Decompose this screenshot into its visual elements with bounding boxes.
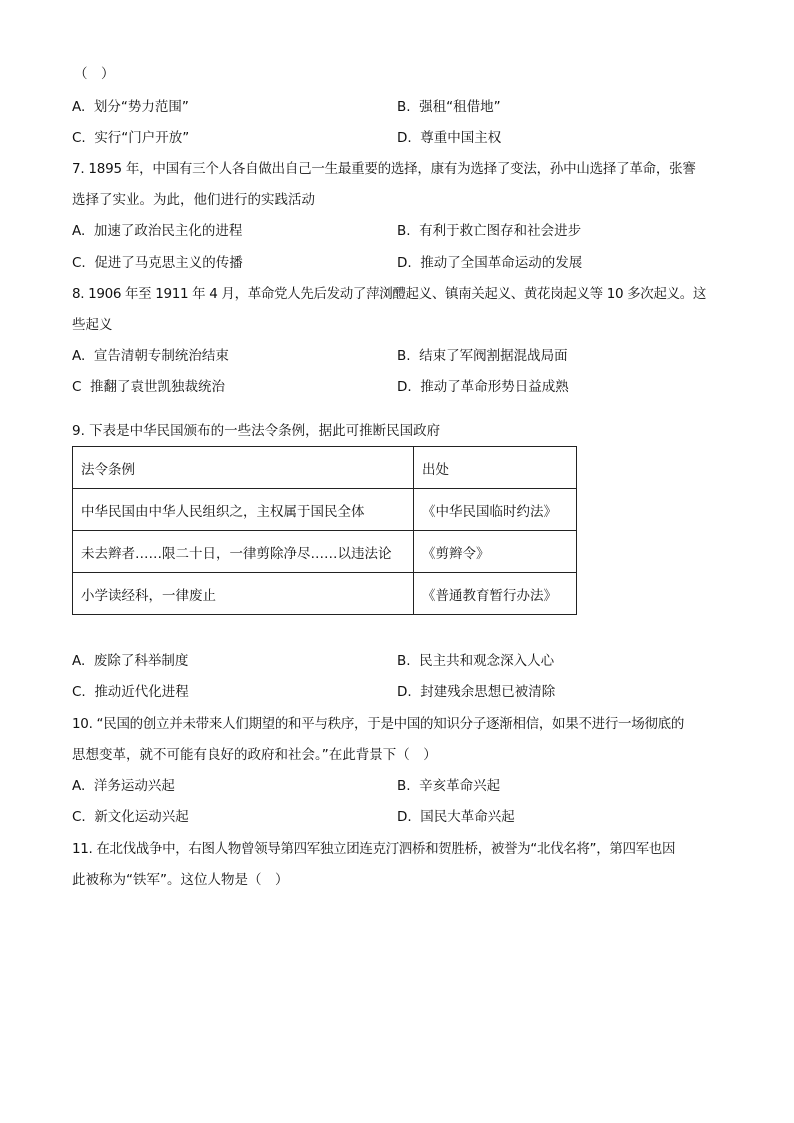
- question-10-stem-cont: 思想变革，就不可能有良好的政府和社会。”在此背景下（ ）: [72, 747, 437, 763]
- option-d: D. 推动了革命形势日益成熟: [397, 379, 569, 395]
- option-a: A. 洋务运动兴起: [72, 778, 175, 794]
- table-cell: 《普通教育暂行办法》: [414, 573, 577, 615]
- question-11-stem: 11. 在北伐战争中，右图人物曾领导第四军独立团连克汀泗桥和贺胜桥，被誉为“北伐名将”，第四军也因: [72, 841, 676, 857]
- option-c: C. 推动近代化进程: [72, 684, 189, 700]
- option-d: D. 封建残余思想已被清除: [397, 684, 556, 700]
- table-header: 法令条例: [73, 447, 414, 489]
- table-row: [73, 489, 577, 531]
- option-c: C. 新文化运动兴起: [72, 809, 189, 825]
- option-b: B. 辛亥革命兴起: [397, 778, 501, 794]
- option-c: C. 实行“门户开放”: [72, 130, 190, 146]
- table-cell: 《中华民国临时约法》: [414, 489, 577, 531]
- question-11-stem-cont: 此被称为“铁军”。这位人物是（ ）: [72, 872, 289, 888]
- table-cell: 未去辫者……限二十日，一律剪除净尽……以违法论: [73, 531, 414, 573]
- option-a: A. 加速了政治民主化的进程: [72, 223, 243, 239]
- option-d: D. 推动了全国革命运动的发展: [397, 255, 583, 271]
- option-b: B. 强租“租借地”: [397, 99, 501, 115]
- question-8-stem: 8. 1906 年至 1911 年 4 月，革命党人先后发动了萍浏醴起义、镇南关起义、黄花岗起义等 10 多次起义。这: [72, 286, 707, 302]
- question-7-stem: 7. 1895 年，中国有三个人各自做出自己一生最重要的选择，康有为选择了变法，孙中山选择了革命，张謇: [72, 161, 696, 177]
- option-d: D. 国民大革命兴起: [397, 809, 515, 825]
- law-table: [72, 446, 577, 615]
- table-row: [73, 573, 577, 615]
- option-d: D. 尊重中国主权: [397, 130, 502, 146]
- option-a: A. 废除了科举制度: [72, 653, 189, 669]
- option-c: C. 促进了马克思主义的传播: [72, 255, 243, 271]
- option-a: A. 划分“势力范围”: [72, 99, 189, 115]
- table-cell: 小学读经科，一律废止: [73, 573, 414, 615]
- table-cell: 《剪辫令》: [414, 531, 577, 573]
- table-row: [73, 531, 577, 573]
- option-a: A. 宣告清朝专制统治结束: [72, 348, 229, 364]
- answer-bracket: （ ）: [74, 66, 115, 82]
- table-header: 出处: [414, 447, 577, 489]
- option-b: B. 结束了军阀割据混战局面: [397, 348, 568, 364]
- option-c: C 推翻了袁世凯独裁统治: [72, 379, 226, 395]
- table-cell: 中华民国由中华人民组织之，主权属于国民全体: [73, 489, 414, 531]
- question-8-stem-cont: 些起义: [72, 317, 113, 333]
- question-10-stem: 10. “民国的创立并未带来人们期望的和平与秩序，于是中国的知识分子逐渐相信，如果不进行一场彻底的: [72, 716, 685, 732]
- option-b: B. 民主共和观念深入人心: [397, 653, 555, 669]
- option-b: B. 有利于救亡图存和社会进步: [397, 223, 582, 239]
- table-header-row: [73, 447, 577, 489]
- question-7-stem-cont: 选择了实业。为此，他们进行的实践活动: [72, 192, 315, 208]
- question-9-stem: 9. 下表是中华民国颁布的一些法令条例，据此可推断民国政府: [72, 423, 441, 439]
